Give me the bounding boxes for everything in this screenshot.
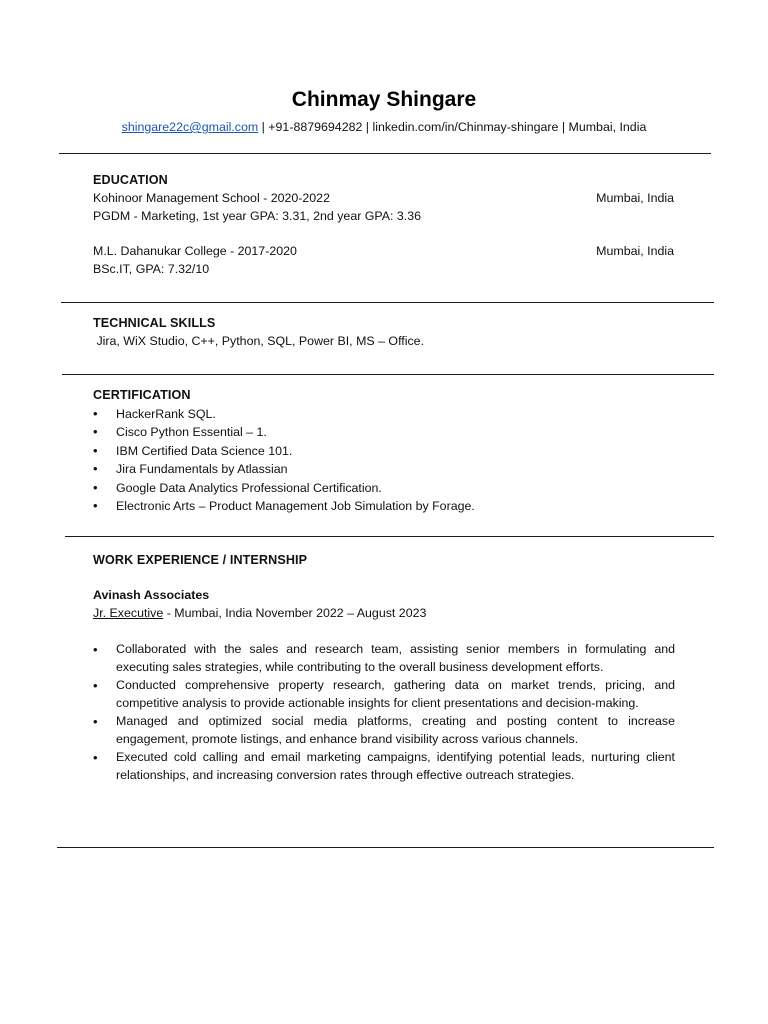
list-item: • Cisco Python Essential – 1.	[93, 423, 475, 441]
list-item: • Collaborated with the sales and research team, assisting senior members in formulating and executing sales strategies, while contributing to the overall business development efforts.	[93, 641, 675, 676]
education-institution-2: M.L. Dahanukar College - 2017-2020	[93, 244, 297, 258]
divider-skills	[62, 374, 714, 375]
education-heading: EDUCATION	[93, 173, 168, 187]
company-name: Avinash Associates	[93, 588, 210, 602]
education-location-1: Mumbai, India	[596, 191, 674, 205]
list-item: • Executed cold calling and email marketing campaigns, identifying potential leads, nurturing client relationships, and increasing conversion rates through effective outreach strategies.	[93, 749, 675, 784]
list-item: • Conducted comprehensive property research, gathering data on market trends, pricing, and competitive analysis to provide actionable insights for client presentations and decision-making.	[93, 677, 675, 712]
experience-heading: WORK EXPERIENCE / INTERNSHIP	[93, 553, 308, 567]
list-item: • Electronic Arts – Product Management Job Simulation by Forage.	[93, 497, 475, 515]
education-detail-1: PGDM - Marketing, 1st year GPA: 3.31, 2nd year GPA: 3.36	[93, 209, 422, 223]
email-link[interactable]: shingare22c@gmail.com	[121, 120, 259, 134]
candidate-name: Chinmay Shingare	[291, 88, 477, 111]
education-institution-1: Kohinoor Management School - 2020-2022	[93, 191, 330, 205]
skills-text: Jira, WiX Studio, C++, Python, SQL, Power BI, MS – Office.	[93, 334, 425, 348]
contact-line	[0, 120, 768, 134]
certification-list	[93, 405, 475, 515]
role-title: Jr. Executive	[93, 606, 164, 620]
skills-heading: TECHNICAL SKILLS	[93, 316, 216, 330]
education-detail-2: BSc.IT, GPA: 7.32/10	[93, 262, 210, 276]
role-line	[93, 606, 426, 620]
list-item: • Google Data Analytics Professional Certification.	[93, 479, 475, 497]
divider-certification	[65, 536, 714, 537]
experience-duties	[93, 641, 675, 785]
education-location-2: Mumbai, India	[596, 244, 674, 258]
divider-education	[61, 302, 714, 303]
list-item: • Jira Fundamentals by Atlassian	[93, 460, 475, 478]
divider-header	[59, 153, 711, 154]
divider-footer	[57, 847, 714, 848]
list-item: • IBM Certified Data Science 101.	[93, 442, 475, 460]
list-item: • Managed and optimized social media platforms, creating and posting content to increase engagement, promote listings, and enhance brand visibility across various channels.	[93, 713, 675, 748]
certification-heading: CERTIFICATION	[93, 388, 191, 402]
list-item: • HackerRank SQL.	[93, 405, 475, 423]
contact-details: | +91-8879694282 | linkedin.com/in/Chinmay-shingare | Mumbai, India	[258, 120, 647, 134]
role-details: - Mumbai, India November 2022 – August 2023	[163, 606, 427, 620]
